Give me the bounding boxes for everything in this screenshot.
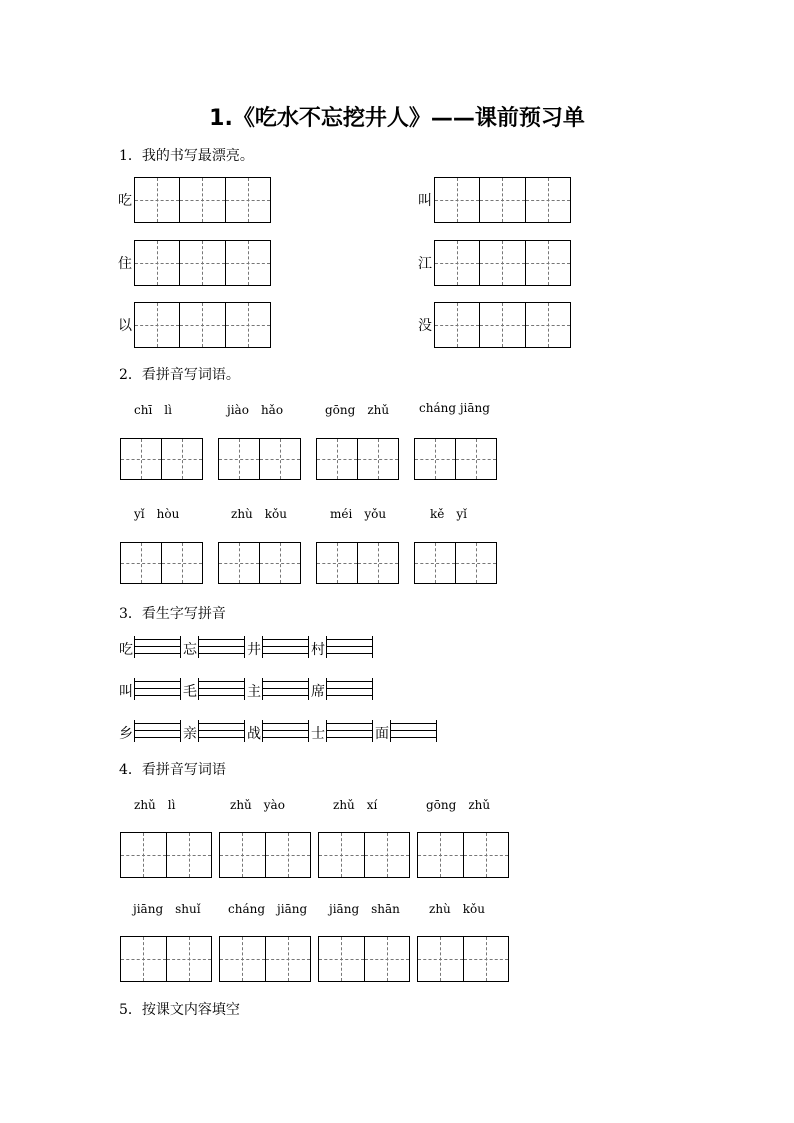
pinyin-line[interactable] xyxy=(326,678,373,700)
q3-char: 井 xyxy=(247,642,261,658)
tianzige-grid-2[interactable] xyxy=(218,438,301,480)
pinyin-line[interactable] xyxy=(326,720,373,742)
pinyin-label: yǐ hòu xyxy=(134,507,180,521)
pinyin-line[interactable] xyxy=(262,636,309,658)
tianzige-grid-2[interactable] xyxy=(218,542,301,584)
tianzige-grid-2[interactable] xyxy=(120,832,212,878)
tianzige-grid-2[interactable] xyxy=(417,936,509,982)
q3-char: 忘 xyxy=(183,642,197,658)
pinyin-label: zhù kǒu xyxy=(231,507,288,521)
q3-char: 面 xyxy=(375,726,389,742)
pinyin-line[interactable] xyxy=(198,636,245,658)
tianzige-grid-2[interactable] xyxy=(414,542,497,584)
tianzige-grid-2[interactable] xyxy=(219,936,311,982)
tianzige-grid-3[interactable] xyxy=(134,302,271,348)
q1-char: 叫 xyxy=(418,193,432,209)
pinyin-line[interactable] xyxy=(134,678,181,700)
section-5-heading: 5．按课文内容填空 xyxy=(119,1002,240,1018)
tianzige-grid-3[interactable] xyxy=(434,240,571,286)
pinyin-label: gōng zhǔ xyxy=(426,798,491,812)
pinyin-label: cháng jiāng xyxy=(419,401,490,415)
pinyin-line[interactable] xyxy=(198,720,245,742)
pinyin-label: jiào hǎo xyxy=(227,403,284,417)
section-2-heading: 2．看拼音写词语。 xyxy=(119,367,240,383)
pinyin-label: zhǔ yào xyxy=(230,798,285,812)
q3-char: 士 xyxy=(311,726,325,742)
page-title: 1.《吃水不忘挖井人》——课前预习单 xyxy=(209,106,585,131)
q3-char: 吃 xyxy=(119,642,133,658)
q1-char: 没 xyxy=(418,318,432,334)
section-4-heading: 4．看拼音写词语 xyxy=(119,762,226,778)
pinyin-line[interactable] xyxy=(326,636,373,658)
pinyin-label: kě yǐ xyxy=(430,507,467,521)
tianzige-grid-3[interactable] xyxy=(134,240,271,286)
tianzige-grid-3[interactable] xyxy=(434,302,571,348)
pinyin-label: zhǔ lì xyxy=(134,798,176,812)
tianzige-grid-2[interactable] xyxy=(414,438,497,480)
tianzige-grid-2[interactable] xyxy=(120,438,203,480)
q3-char: 毛 xyxy=(183,684,197,700)
section-1-heading: 1．我的书写最漂亮。 xyxy=(119,148,254,164)
pinyin-line[interactable] xyxy=(134,720,181,742)
q1-char: 江 xyxy=(418,256,432,272)
q3-char: 乡 xyxy=(119,726,133,742)
section-3-heading: 3．看生字写拼音 xyxy=(119,606,226,622)
q3-char: 亲 xyxy=(183,726,197,742)
pinyin-label: chī lì xyxy=(134,403,172,417)
pinyin-label: jiāng shuǐ xyxy=(133,902,201,916)
tianzige-grid-2[interactable] xyxy=(318,936,410,982)
q3-char: 战 xyxy=(247,726,261,742)
pinyin-label: jiāng shān xyxy=(329,902,400,916)
q3-char: 叫 xyxy=(119,684,133,700)
tianzige-grid-2[interactable] xyxy=(120,542,203,584)
q1-char: 住 xyxy=(118,256,132,272)
tianzige-grid-2[interactable] xyxy=(316,542,399,584)
q1-char: 以 xyxy=(118,318,132,334)
tianzige-grid-2[interactable] xyxy=(219,832,311,878)
tianzige-grid-3[interactable] xyxy=(134,177,271,223)
pinyin-line[interactable] xyxy=(262,720,309,742)
pinyin-line[interactable] xyxy=(198,678,245,700)
pinyin-line[interactable] xyxy=(262,678,309,700)
tianzige-grid-3[interactable] xyxy=(434,177,571,223)
tianzige-grid-2[interactable] xyxy=(417,832,509,878)
q3-char: 席 xyxy=(311,684,325,700)
tianzige-grid-2[interactable] xyxy=(316,438,399,480)
q3-char: 主 xyxy=(247,684,261,700)
q3-char: 村 xyxy=(311,642,325,658)
pinyin-label: gōng zhǔ xyxy=(325,403,390,417)
tianzige-grid-2[interactable] xyxy=(120,936,212,982)
q1-char: 吃 xyxy=(118,193,132,209)
pinyin-line[interactable] xyxy=(390,720,437,742)
pinyin-label: méi yǒu xyxy=(330,507,387,521)
pinyin-label: zhù kǒu xyxy=(429,902,486,916)
pinyin-label: cháng jiāng xyxy=(228,902,308,916)
tianzige-grid-2[interactable] xyxy=(318,832,410,878)
pinyin-label: zhǔ xí xyxy=(333,798,378,812)
pinyin-line[interactable] xyxy=(134,636,181,658)
